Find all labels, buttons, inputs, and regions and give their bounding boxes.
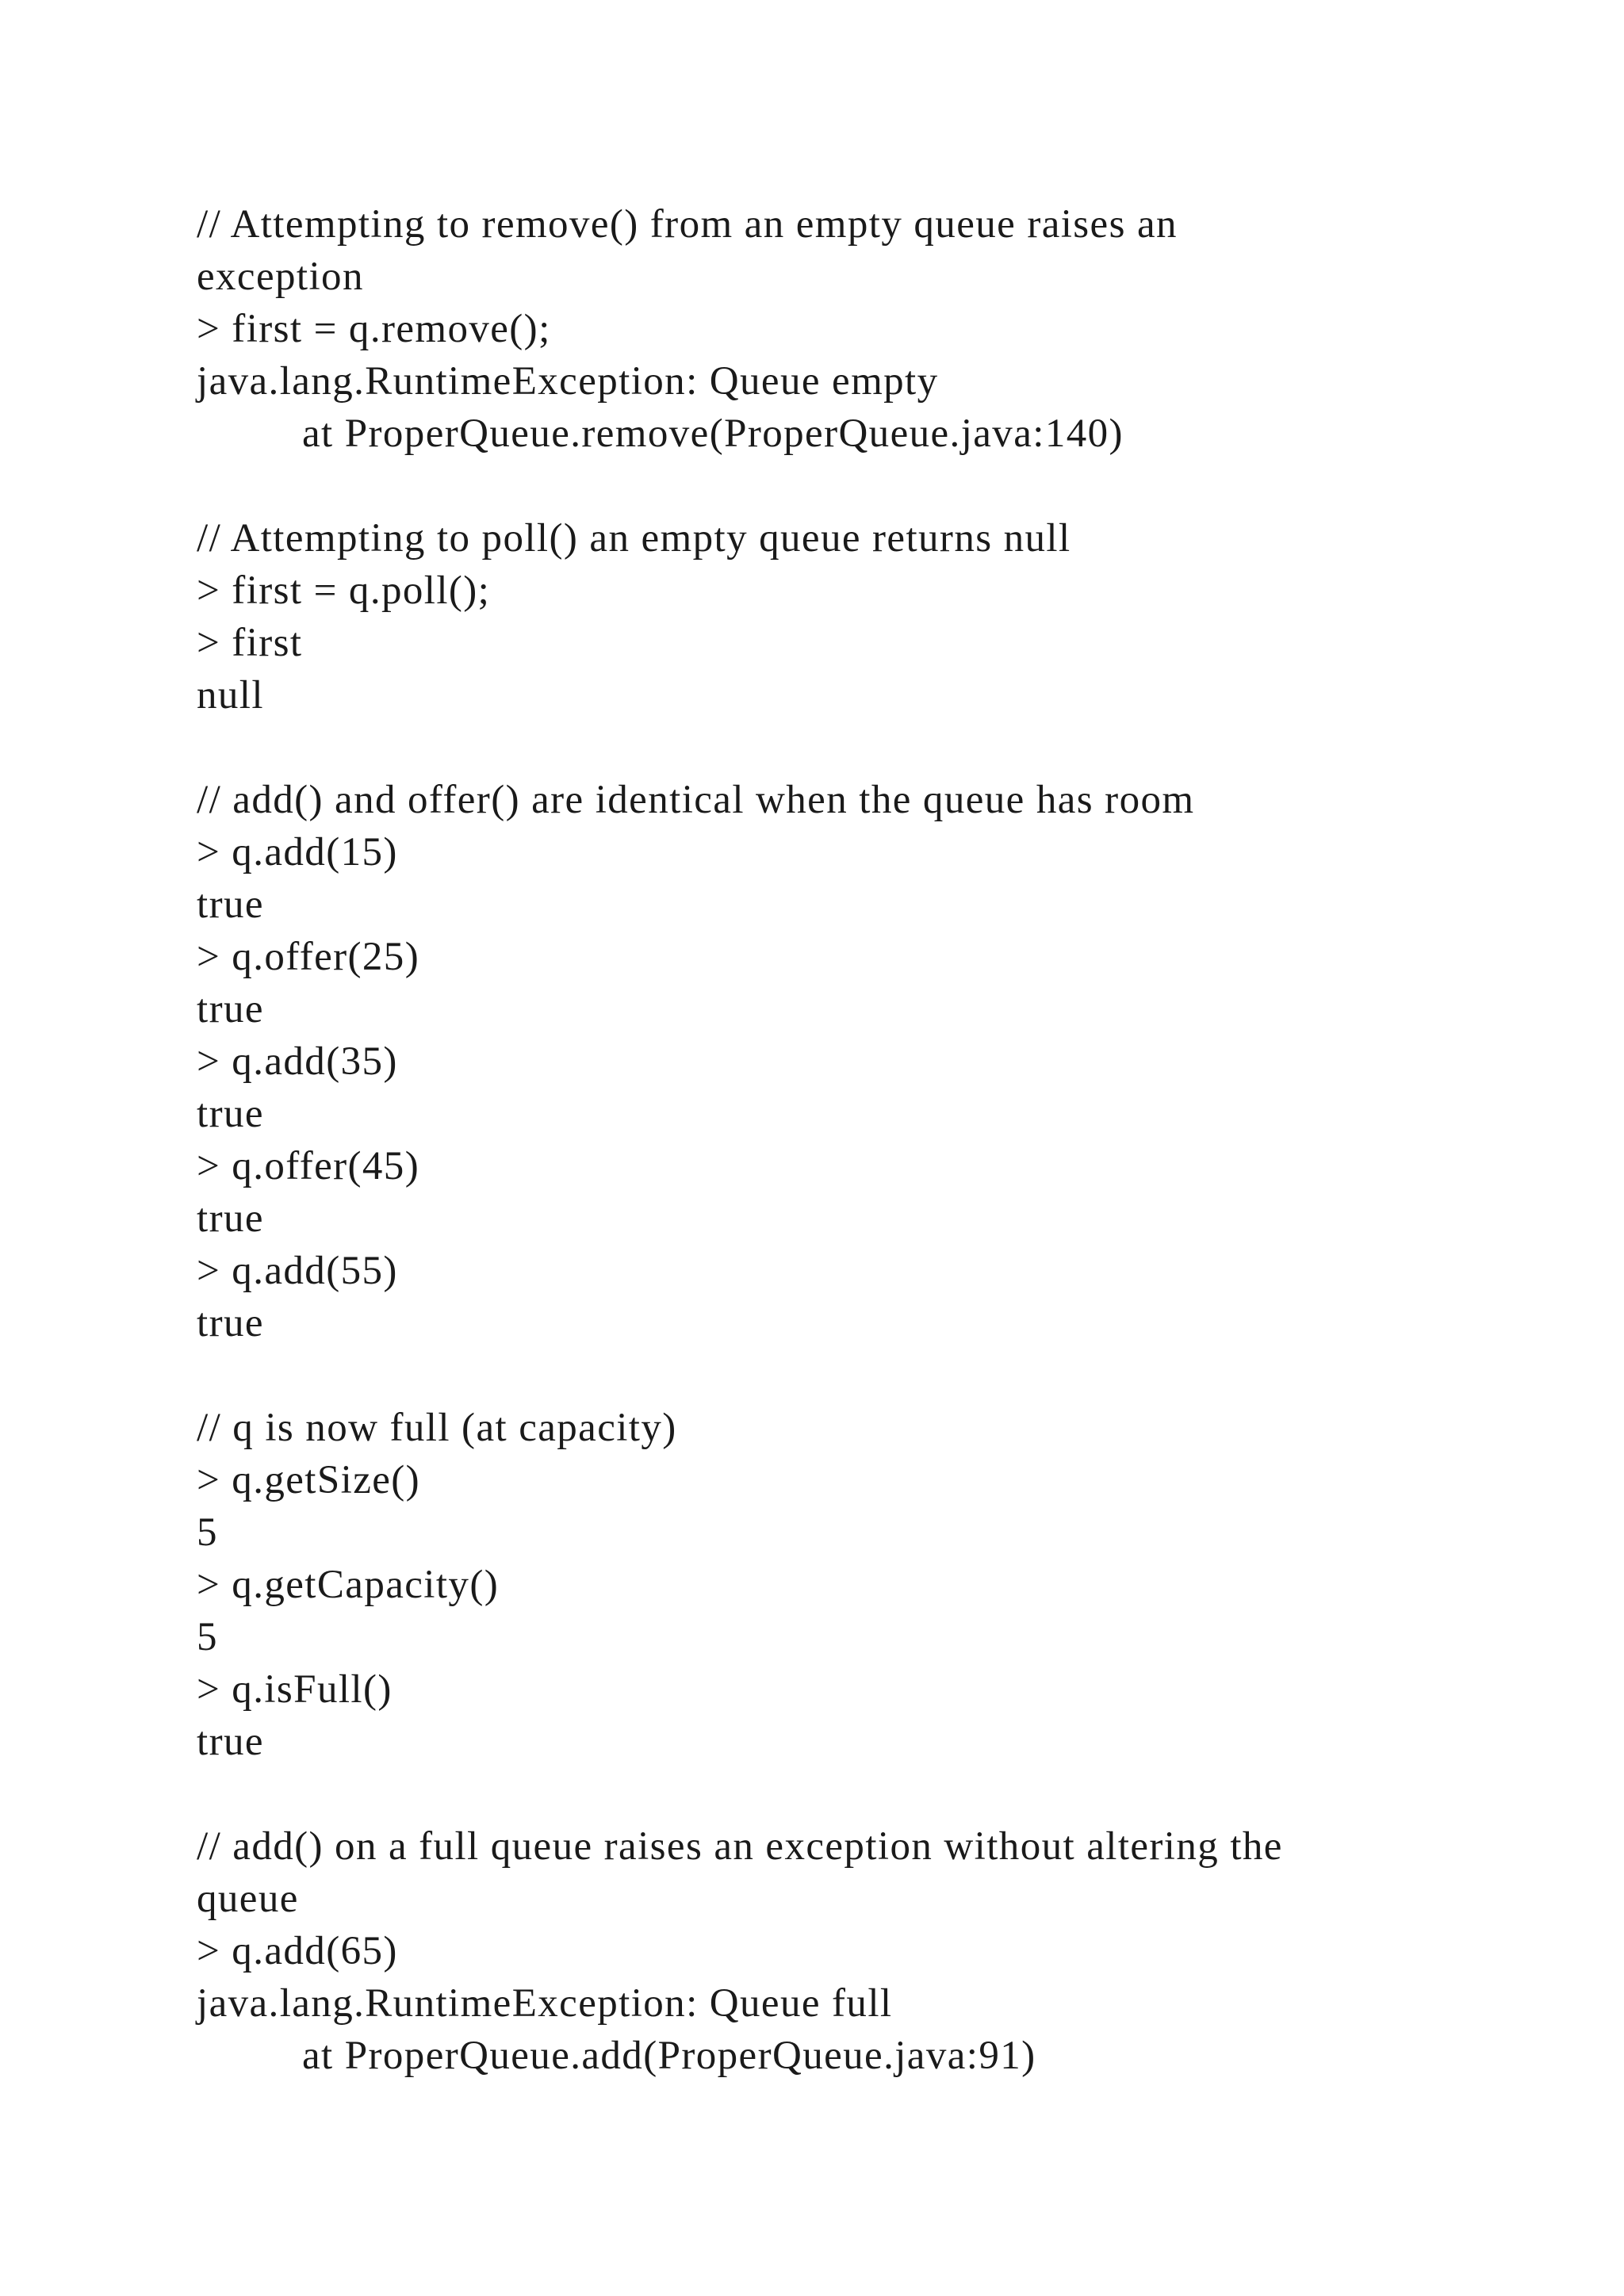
comment-add-full-cont: queue xyxy=(197,1877,299,1921)
comment-add-full: // add() on a full queue raises an exception without altering the xyxy=(197,1824,1283,1869)
code-line-getsize: > q.getSize() xyxy=(197,1458,421,1502)
output-line-true: true xyxy=(197,1092,264,1136)
output-line-capacity: 5 xyxy=(197,1615,218,1659)
comment-queue-full: // q is now full (at capacity) xyxy=(197,1406,677,1450)
code-line-add-15: > q.add(15) xyxy=(197,830,398,874)
output-line-true: true xyxy=(197,882,264,927)
code-line-first: > first xyxy=(197,621,303,665)
code-line-remove: > first = q.remove(); xyxy=(197,307,551,351)
code-line-offer-25: > q.offer(25) xyxy=(197,935,420,979)
code-line-offer-45: > q.offer(45) xyxy=(197,1144,420,1188)
code-line-add-35: > q.add(35) xyxy=(197,1039,398,1084)
output-line-true: true xyxy=(197,1301,264,1345)
stack-trace-line: at ProperQueue.add(ProperQueue.java:91) xyxy=(302,2034,1036,2078)
comment-add-offer: // add() and offer() are identical when the queue has room xyxy=(197,778,1195,822)
code-line-isfull: > q.isFull() xyxy=(197,1667,393,1712)
code-line-poll: > first = q.poll(); xyxy=(197,568,491,613)
output-line-true: true xyxy=(197,987,264,1031)
comment-remove-empty: // Attempting to remove() from an empty queue raises an xyxy=(197,202,1178,247)
stack-trace-line: at ProperQueue.remove(ProperQueue.java:140) xyxy=(302,411,1124,456)
code-line-add-55: > q.add(55) xyxy=(197,1249,398,1293)
code-line-add-65: > q.add(65) xyxy=(197,1929,398,1973)
code-line-getcapacity: > q.getCapacity() xyxy=(197,1563,500,1607)
output-line-true: true xyxy=(197,1196,264,1241)
comment-remove-empty-cont: exception xyxy=(197,254,364,299)
exception-line: java.lang.RuntimeException: Queue empty xyxy=(197,359,939,404)
output-line-null: null xyxy=(197,673,264,718)
output-line-true: true xyxy=(197,1720,264,1764)
output-line-size: 5 xyxy=(197,1510,218,1555)
comment-poll-empty: // Attempting to poll() an empty queue returns null xyxy=(197,516,1071,561)
exception-line: java.lang.RuntimeException: Queue full xyxy=(197,1981,893,2026)
